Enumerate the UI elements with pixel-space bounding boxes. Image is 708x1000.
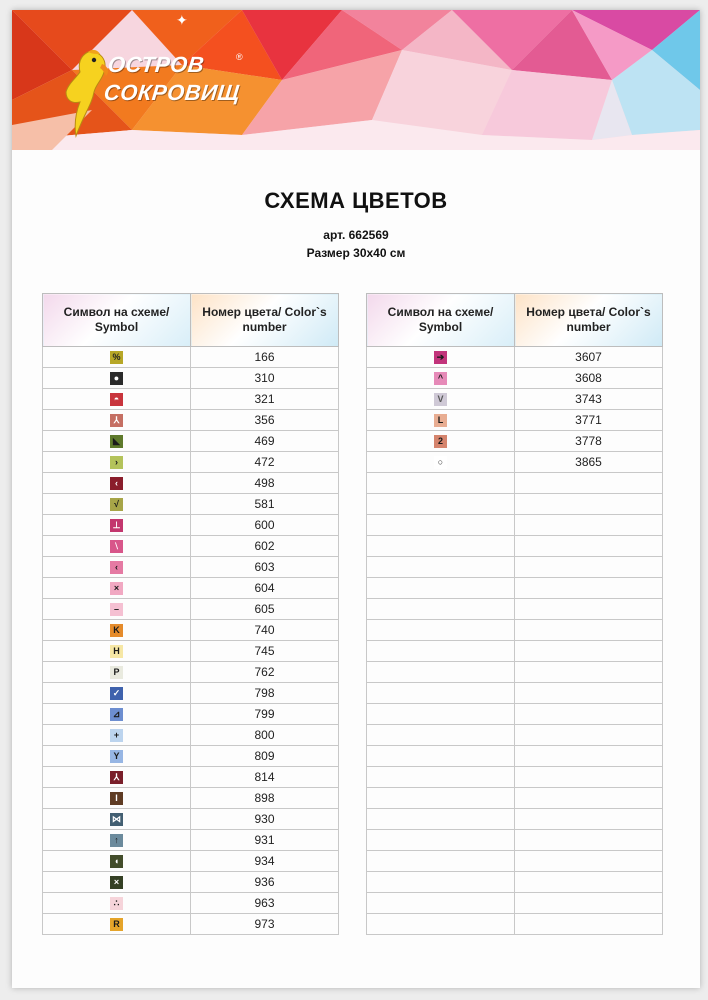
header-banner — [12, 10, 700, 150]
color-number — [515, 893, 663, 914]
symbol-cell — [367, 704, 515, 725]
color-symbol-icon: ✓ — [110, 687, 123, 700]
table-row — [43, 536, 339, 557]
color-symbol-icon: – — [110, 603, 123, 616]
symbol-cell — [367, 893, 515, 914]
color-number: 603 — [191, 557, 339, 578]
table-row — [367, 410, 663, 431]
page-title: СХЕМА ЦВЕТОВ — [264, 188, 448, 213]
symbol-cell — [367, 473, 515, 494]
color-symbol-icon: ○ — [434, 456, 447, 469]
table-row — [43, 389, 339, 410]
symbol-cell — [43, 557, 191, 578]
table-row — [43, 641, 339, 662]
table-row — [367, 515, 663, 536]
symbol-cell — [367, 914, 515, 935]
symbol-cell — [43, 515, 191, 536]
table-row — [43, 620, 339, 641]
brand-line2: СОКРОВИЩ — [102, 80, 242, 105]
table-row — [43, 872, 339, 893]
table-row — [43, 599, 339, 620]
table-row — [43, 914, 339, 935]
symbol-cell — [367, 641, 515, 662]
table-row — [367, 452, 663, 473]
color-symbol-icon: P — [110, 666, 123, 679]
table-row — [43, 851, 339, 872]
color-number: 605 — [191, 599, 339, 620]
symbol-cell — [43, 704, 191, 725]
color-number — [515, 746, 663, 767]
color-number: 800 — [191, 725, 339, 746]
color-symbol-icon: ◣ — [110, 435, 123, 448]
table-row — [43, 473, 339, 494]
table-row — [367, 347, 663, 368]
color-number: 321 — [191, 389, 339, 410]
article-number: арт. 662569 — [323, 228, 389, 242]
symbol-cell — [43, 830, 191, 851]
symbol-cell — [43, 809, 191, 830]
symbol-cell — [43, 767, 191, 788]
color-symbol-icon: ⧵ — [110, 540, 123, 553]
table-row — [367, 389, 663, 410]
symbol-cell — [43, 578, 191, 599]
symbol-cell — [43, 452, 191, 473]
color-number — [515, 641, 663, 662]
color-number: 3771 — [515, 410, 663, 431]
symbol-cell — [43, 893, 191, 914]
color-symbol-icon: ^ — [434, 372, 447, 385]
color-symbol-icon: ➔ — [434, 351, 447, 364]
table-row — [43, 347, 339, 368]
table-row — [367, 431, 663, 452]
table-row — [43, 704, 339, 725]
color-number — [515, 536, 663, 557]
table-row — [367, 620, 663, 641]
color-number: 934 — [191, 851, 339, 872]
symbol-cell — [367, 746, 515, 767]
symbol-cell — [367, 410, 515, 431]
color-number — [515, 914, 663, 935]
color-number: 469 — [191, 431, 339, 452]
symbol-cell — [43, 725, 191, 746]
table-row — [367, 830, 663, 851]
table-row — [367, 536, 663, 557]
table-row — [367, 704, 663, 725]
table-row — [43, 725, 339, 746]
symbol-cell — [367, 620, 515, 641]
color-number — [515, 725, 663, 746]
color-symbol-icon: › — [110, 456, 123, 469]
color-number: 498 — [191, 473, 339, 494]
document-page — [12, 10, 700, 988]
table-row — [367, 473, 663, 494]
color-number: 602 — [191, 536, 339, 557]
color-number: 809 — [191, 746, 339, 767]
color-number: 3778 — [515, 431, 663, 452]
color-symbol-icon: V — [434, 393, 447, 406]
brand-logo — [58, 44, 258, 144]
color-number — [515, 851, 663, 872]
table-row — [43, 494, 339, 515]
color-symbol-icon: ‹ — [110, 561, 123, 574]
symbol-cell — [367, 662, 515, 683]
symbol-cell — [367, 515, 515, 536]
symbol-cell — [43, 872, 191, 893]
symbol-cell — [367, 809, 515, 830]
color-number: 740 — [191, 620, 339, 641]
header-number: Номер цвета/ Color`s number — [191, 294, 339, 347]
color-symbol-icon: ∴ — [110, 897, 123, 910]
color-number — [515, 704, 663, 725]
color-table-right — [366, 293, 663, 935]
color-number: 581 — [191, 494, 339, 515]
color-number: 931 — [191, 830, 339, 851]
color-number: 973 — [191, 914, 339, 935]
symbol-cell — [367, 389, 515, 410]
color-number: 600 — [191, 515, 339, 536]
symbol-cell — [367, 851, 515, 872]
table-row — [43, 557, 339, 578]
symbol-cell — [43, 746, 191, 767]
table-row — [43, 767, 339, 788]
table-row — [367, 578, 663, 599]
table-row — [367, 746, 663, 767]
color-number — [515, 830, 663, 851]
table-row — [43, 431, 339, 452]
color-number — [515, 557, 663, 578]
table-row — [367, 599, 663, 620]
table-row — [367, 767, 663, 788]
table-row — [43, 788, 339, 809]
table-row — [367, 788, 663, 809]
symbol-cell — [43, 662, 191, 683]
table-row — [367, 851, 663, 872]
color-table-left — [42, 293, 339, 935]
symbol-cell — [43, 599, 191, 620]
symbol-cell — [367, 494, 515, 515]
table-row — [367, 725, 663, 746]
symbol-cell — [43, 641, 191, 662]
color-symbol-icon: K — [110, 624, 123, 637]
color-number: 3608 — [515, 368, 663, 389]
symbol-cell — [43, 683, 191, 704]
symbol-cell — [43, 347, 191, 368]
table-row — [367, 872, 663, 893]
symbol-cell — [43, 851, 191, 872]
symbol-cell — [367, 578, 515, 599]
table-row — [43, 368, 339, 389]
color-number — [515, 767, 663, 788]
table-row — [43, 515, 339, 536]
color-symbol-icon: ⅄ — [110, 414, 123, 427]
symbol-cell — [367, 683, 515, 704]
table-row — [43, 893, 339, 914]
color-number — [515, 788, 663, 809]
color-symbol-icon: I — [110, 792, 123, 805]
symbol-cell — [367, 536, 515, 557]
table-row — [43, 662, 339, 683]
table-row — [43, 809, 339, 830]
symbol-cell — [43, 620, 191, 641]
header-symbol: Символ на схеме/ Symbol — [367, 294, 515, 347]
symbol-cell — [43, 473, 191, 494]
color-number: 762 — [191, 662, 339, 683]
color-number: 936 — [191, 872, 339, 893]
table-row — [367, 641, 663, 662]
symbol-cell — [43, 431, 191, 452]
table-row — [367, 368, 663, 389]
color-symbol-icon: √ — [110, 498, 123, 511]
table-row — [43, 452, 339, 473]
color-number: 310 — [191, 368, 339, 389]
table-row — [43, 746, 339, 767]
symbol-cell — [367, 431, 515, 452]
symbol-cell — [367, 872, 515, 893]
color-number — [515, 809, 663, 830]
table-row — [43, 683, 339, 704]
color-number — [515, 872, 663, 893]
sparkle-icon: ✦ — [176, 12, 188, 28]
color-number — [515, 620, 663, 641]
color-number — [515, 494, 663, 515]
symbol-cell — [43, 410, 191, 431]
color-symbol-icon: R — [110, 918, 123, 931]
size-label: Размер 30х40 см — [306, 246, 406, 260]
color-symbol-icon: Y — [110, 750, 123, 763]
symbol-cell — [367, 599, 515, 620]
color-number — [515, 599, 663, 620]
color-number: 798 — [191, 683, 339, 704]
symbol-cell — [367, 725, 515, 746]
color-symbol-icon: ◖ — [110, 855, 123, 868]
color-number: 356 — [191, 410, 339, 431]
table-row — [43, 410, 339, 431]
color-number: 3607 — [515, 347, 663, 368]
color-number — [515, 683, 663, 704]
color-symbol-icon: × — [110, 876, 123, 889]
color-symbol-icon: + — [110, 729, 123, 742]
symbol-cell — [43, 368, 191, 389]
symbol-cell — [43, 788, 191, 809]
symbol-cell — [367, 767, 515, 788]
color-symbol-icon: ◓ — [110, 393, 123, 406]
table-row — [43, 578, 339, 599]
color-symbol-icon: ⅄ — [110, 771, 123, 784]
color-symbol-icon: % — [110, 351, 123, 364]
brand-line1: ОСТРОВ — [106, 52, 206, 77]
table-row — [367, 914, 663, 935]
table-row — [367, 662, 663, 683]
color-symbol-icon: ⊥ — [110, 519, 123, 532]
registered-mark: ® — [236, 52, 243, 62]
color-number: 799 — [191, 704, 339, 725]
color-symbol-icon: 2 — [434, 435, 447, 448]
color-number — [515, 473, 663, 494]
color-number: 963 — [191, 893, 339, 914]
color-number: 814 — [191, 767, 339, 788]
table-row — [367, 494, 663, 515]
color-number — [515, 662, 663, 683]
symbol-cell — [367, 347, 515, 368]
symbol-cell — [367, 557, 515, 578]
symbol-cell — [367, 830, 515, 851]
header-number: Номер цвета/ Color`s number — [515, 294, 663, 347]
color-number: 472 — [191, 452, 339, 473]
symbol-cell — [43, 536, 191, 557]
symbol-cell — [43, 494, 191, 515]
color-number: 745 — [191, 641, 339, 662]
color-symbol-icon: × — [110, 582, 123, 595]
color-number: 930 — [191, 809, 339, 830]
color-symbol-icon: ⊿ — [110, 708, 123, 721]
symbol-cell — [367, 788, 515, 809]
symbol-cell — [367, 452, 515, 473]
color-symbol-icon: ⋈ — [112, 814, 121, 825]
color-symbol-icon: L — [434, 414, 447, 427]
color-number: 898 — [191, 788, 339, 809]
color-symbol-icon: ‹ — [110, 477, 123, 490]
color-symbol-icon: ↑ — [110, 834, 123, 847]
color-symbol-icon: H — [110, 645, 123, 658]
color-number — [515, 515, 663, 536]
color-number: 166 — [191, 347, 339, 368]
color-number: 604 — [191, 578, 339, 599]
symbol-cell — [367, 368, 515, 389]
color-number — [515, 578, 663, 599]
table-row — [367, 557, 663, 578]
header-symbol: Символ на схеме/ Symbol — [43, 294, 191, 347]
symbol-cell — [43, 389, 191, 410]
symbol-cell — [43, 914, 191, 935]
table-row — [43, 830, 339, 851]
table-row — [367, 683, 663, 704]
color-symbol-icon: ● — [110, 372, 123, 385]
table-row — [367, 809, 663, 830]
table-row — [367, 893, 663, 914]
color-number: 3865 — [515, 452, 663, 473]
color-number: 3743 — [515, 389, 663, 410]
